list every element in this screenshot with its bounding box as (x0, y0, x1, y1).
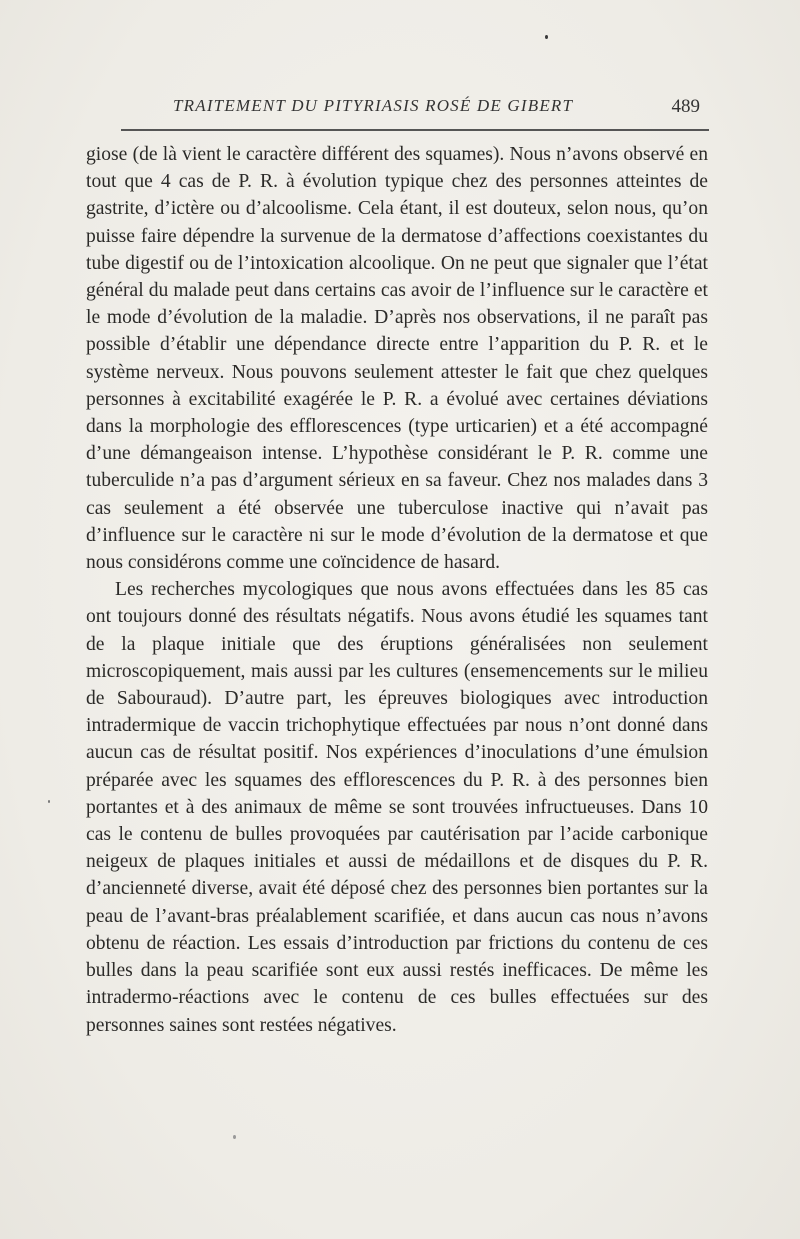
ink-speck-left (48, 800, 50, 803)
running-title: TRAITEMENT DU PITYRIASIS ROSÉ DE GIBERT (173, 96, 574, 115)
running-header (118, 94, 708, 124)
page-number: 489 (671, 96, 700, 117)
header-rule (121, 129, 709, 131)
ink-speck-top (545, 35, 548, 39)
body-text (86, 141, 708, 1039)
ink-speck-bottom (233, 1135, 236, 1139)
paragraph-continued: giose (de là vient le caractère différent des squames). Nous n’avons observé en tout que 4 cas de P. R. à évolution typique chez des personnes atteintes de gastrite, d’ictère ou d’alcoolisme. Cela étant, il est douteux, selon nous, qu’on puisse faire dépendre la survenue de la dermatose d’affections coexistantes du tube digestif ou de l’intoxication alcoolique. On ne peut que signaler que l’état général du malade peut dans certains cas avoir de l’influence sur le caractère et le mode d’évolution de la maladie. D’après nos observations, il ne paraît pas possible d’établir une dépendance directe entre l’apparition du P. R. et le système nerveux. Nous pouvons seulement attester le fait que chez quelques personnes à excitabilité exagérée le P. R. a évolué avec certaines déviations dans la morphologie des efflorescences (type urticarien) et a été accompagné d’une démangeaison intense. L’hypothèse considérant le P. R. comme une tuberculide n’a pas d’argument sérieux en sa faveur. Chez nos malades dans 3 cas seulement a été observée une tuberculose inactive qui n’avait pas d’influence sur le caractère ni sur le mode d’évolution de la dermatose et que nous considérons comme une coïncidence de hasard. (86, 144, 708, 574)
paragraph-mycology: Les recherches mycologiques que nous avons effectuées dans les 85 cas ont toujours donné des résultats négatifs. Nous avons étudié les squames tant de la plaque initiale que des éruptions généralisées non seulement microscopiquement, mais aussi par les cultures (ensemencements sur le milieu de Sabouraud). D’autre part, les épreuves biologiques avec introduction intradermique de vaccin trichophytique effectuées par nous n’ont donné dans aucun cas de résultat positif. Nos expériences d’inoculations d’une émulsion préparée avec les squames des efflorescences du P. R. à des personnes bien portantes et à des animaux de même se sont trouvées infructueuses. Dans 10 cas le contenu de bulles provoquées par cautérisation par l’acide carbonique neigeux de plaques initiales et aussi de médaillons et de disques du P. R. d’ancienneté diverse, avait été déposé chez des personnes bien portantes sur la peau de l’avant-bras préalablement scarifiée, et dans aucun cas nous n’avons obtenu de réaction. Les essais d’introduction par frictions du contenu de ces bulles dans la peau scarifiée sont eux aussi restés inefficaces. De même les intradermo-réactions avec le contenu de ces bulles effectuées sur des personnes saines sont restées négatives. (86, 579, 708, 1036)
